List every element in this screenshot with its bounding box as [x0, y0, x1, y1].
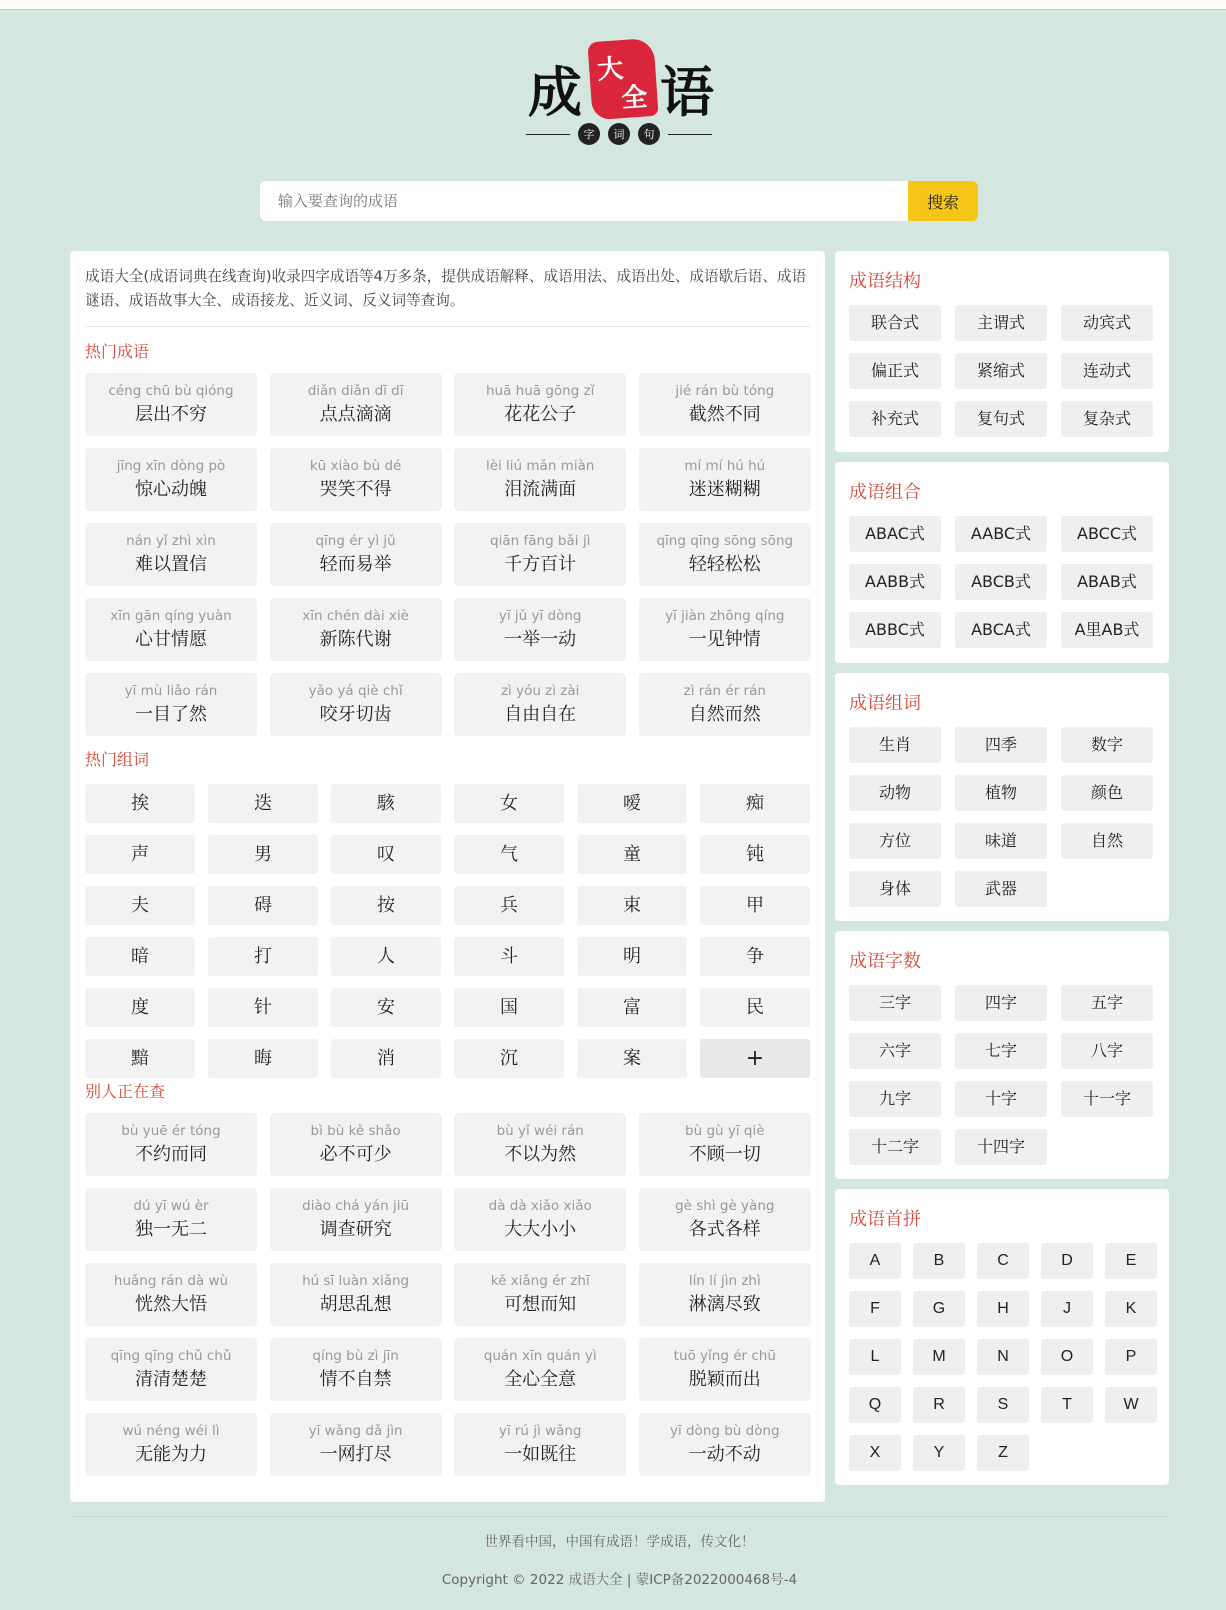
char-link[interactable]: 兵 [454, 886, 564, 925]
structure-tag[interactable]: 补充式 [849, 401, 941, 437]
idiom-pinyin: yī dòng bù dòng [669, 1423, 780, 1439]
idiom-pinyin: zì yóu zì zài [500, 683, 580, 699]
idiom-text: 咬牙切齿 [319, 704, 392, 725]
idiom-pinyin: qiān fāng bǎi jì [490, 533, 591, 549]
idiom-pinyin: diǎn diǎn dī dī [307, 383, 404, 399]
initial-tag[interactable]: D [1041, 1243, 1093, 1279]
initial-tag[interactable]: T [1041, 1387, 1093, 1423]
idiom-text: 淋漓尽致 [688, 1294, 761, 1315]
char-link[interactable]: 束 [577, 886, 687, 925]
hot-chars-title: 热门组词 [85, 750, 150, 769]
words-tag[interactable]: 自然 [1061, 823, 1153, 859]
char-link[interactable]: 甲 [700, 886, 810, 925]
char-link[interactable]: 消 [331, 1039, 441, 1078]
idiom-text: 一动不动 [688, 1444, 761, 1465]
initial-tag[interactable]: S [977, 1387, 1029, 1423]
char-link[interactable]: 钝 [700, 835, 810, 874]
structure-tags [849, 305, 1153, 437]
count-tag[interactable]: 十字 [955, 1081, 1047, 1117]
idiom-text: 一举一动 [504, 629, 577, 650]
idiom-card[interactable] [270, 448, 442, 511]
footer-slogan: 世界看中国，中国有成语！学成语，传文化！ [484, 1534, 755, 1550]
words-tag[interactable]: 味道 [955, 823, 1047, 859]
combination-tag[interactable]: ABCC式 [1061, 516, 1153, 552]
idiom-pinyin: zì rán ér rán [683, 683, 766, 699]
idiom-card[interactable] [270, 373, 442, 436]
idiom-text: 千方百计 [504, 554, 577, 575]
char-link[interactable]: 斗 [454, 937, 564, 976]
search-button[interactable]: 搜索 [908, 181, 978, 221]
idiom-card[interactable] [85, 598, 257, 661]
sidebar-words [835, 673, 1169, 921]
hot-idioms-grid [85, 373, 810, 736]
idiom-pinyin: bù yuē ér tóng [121, 1123, 221, 1139]
char-link[interactable]: 男 [208, 835, 318, 874]
sidebar-count-title: 成语字数 [849, 951, 921, 972]
char-link[interactable]: 挨 [85, 784, 195, 823]
char-link[interactable]: 富 [577, 988, 687, 1027]
combination-tag[interactable]: ABCB式 [955, 564, 1047, 600]
idiom-card[interactable] [454, 523, 626, 586]
idiom-card[interactable] [639, 598, 811, 661]
words-tag[interactable]: 动物 [849, 775, 941, 811]
structure-tag[interactable]: 复杂式 [1061, 401, 1153, 437]
words-tag[interactable]: 生肖 [849, 727, 941, 763]
initial-tag[interactable]: Y [913, 1435, 965, 1471]
initial-tag[interactable]: F [849, 1291, 901, 1327]
char-link[interactable]: 童 [577, 835, 687, 874]
idiom-pinyin: kū xiào bù dé [309, 458, 402, 474]
idiom-pinyin: bì bù kě shǎo [310, 1123, 401, 1139]
words-tags [849, 727, 1153, 907]
idiom-text: 轻而易举 [319, 554, 392, 575]
char-link[interactable]: 叹 [331, 835, 441, 874]
idiom-text: 不以为然 [504, 1144, 577, 1165]
idiom-card[interactable] [639, 673, 811, 736]
idiom-card[interactable] [454, 598, 626, 661]
idiom-text: 轻轻松松 [688, 554, 761, 575]
idiom-text: 花花公子 [504, 404, 577, 425]
idiom-card[interactable] [270, 1338, 442, 1401]
idiom-card[interactable] [454, 1113, 626, 1176]
idiom-card[interactable] [270, 598, 442, 661]
idiom-text: 一目了然 [135, 704, 207, 725]
idiom-pinyin: lèi liú mǎn miàn [485, 458, 595, 474]
idiom-card[interactable] [270, 523, 442, 586]
initial-tag[interactable]: M [913, 1339, 965, 1375]
initial-tag[interactable]: L [849, 1339, 901, 1375]
idiom-card[interactable] [639, 1413, 811, 1476]
hot-idioms-title: 热门成语 [85, 342, 150, 361]
browser-bookmark-strip [0, 0, 1226, 10]
initial-tag[interactable]: W [1105, 1387, 1157, 1423]
combination-tag[interactable]: AABB式 [849, 564, 941, 600]
initial-tag[interactable]: E [1105, 1243, 1157, 1279]
idiom-card[interactable] [270, 673, 442, 736]
combination-tag[interactable]: A里AB式 [1061, 612, 1153, 648]
initial-tag[interactable]: N [977, 1339, 1029, 1375]
idiom-pinyin: yǎo yá qiè chǐ [308, 683, 403, 699]
idiom-text: 清清楚楚 [135, 1369, 207, 1390]
structure-tag[interactable]: 主谓式 [955, 305, 1047, 341]
logo-char-right: 语 [660, 60, 714, 124]
words-tag[interactable]: 植物 [955, 775, 1047, 811]
char-link[interactable]: 针 [208, 988, 318, 1027]
combination-tag[interactable]: ABBC式 [849, 612, 941, 648]
idiom-card[interactable] [454, 1188, 626, 1251]
idiom-card[interactable] [454, 448, 626, 511]
idiom-text: 恍然大悟 [135, 1294, 207, 1315]
idiom-text: 调查研究 [319, 1219, 392, 1240]
idiom-card[interactable] [454, 1338, 626, 1401]
count-tag[interactable]: 七字 [955, 1033, 1047, 1069]
logo-rule [526, 134, 570, 135]
idiom-text: 独一无二 [135, 1219, 207, 1240]
sidebar-structure-title: 成语结构 [849, 271, 921, 292]
char-link[interactable]: 女 [454, 784, 564, 823]
char-link[interactable]: 度 [85, 988, 195, 1027]
initial-tag[interactable]: O [1041, 1339, 1093, 1375]
char-link[interactable]: 声 [85, 835, 195, 874]
sidebar-combination-title: 成语组合 [849, 482, 921, 503]
idiom-card[interactable] [639, 1113, 811, 1176]
idiom-text: 胡思乱想 [319, 1294, 392, 1315]
combination-tag[interactable]: ABCA式 [955, 612, 1047, 648]
idiom-pinyin: hú sī luàn xiǎng [302, 1273, 410, 1289]
idiom-card[interactable] [85, 1188, 257, 1251]
search-bar [260, 181, 978, 221]
idiom-text: 自由自在 [504, 704, 577, 725]
structure-tag[interactable]: 紧缩式 [955, 353, 1047, 389]
char-link[interactable]: 暗 [85, 937, 195, 976]
idiom-text: 心甘情愿 [135, 629, 207, 650]
logo-sub-char: 字 [578, 123, 600, 145]
idiom-text: 各式各样 [688, 1219, 761, 1240]
words-tag[interactable]: 方位 [849, 823, 941, 859]
idiom-text: 迷迷糊糊 [688, 479, 761, 500]
sidebar-initial-title: 成语首拼 [849, 1209, 921, 1230]
idiom-text: 全心全意 [504, 1369, 577, 1390]
others-grid [85, 1113, 810, 1476]
more-chars-button[interactable]: + [700, 1039, 810, 1078]
idiom-card[interactable] [270, 1263, 442, 1326]
char-link[interactable]: 案 [577, 1039, 687, 1078]
idiom-pinyin: wú néng wéi lì [122, 1423, 220, 1439]
idiom-text: 层出不穷 [135, 404, 207, 425]
count-tag[interactable]: 三字 [849, 985, 941, 1021]
char-link[interactable]: 晦 [208, 1039, 318, 1078]
idiom-pinyin: céng chū bù qióng [108, 383, 234, 399]
idiom-text: 惊心动魄 [135, 479, 207, 500]
char-link[interactable]: 嗳 [577, 784, 687, 823]
combination-tag[interactable]: ABAC式 [849, 516, 941, 552]
char-link[interactable]: 駭 [331, 784, 441, 823]
idiom-pinyin: bù gù yī qiè [685, 1123, 765, 1139]
idiom-text: 情不自禁 [319, 1369, 392, 1390]
sidebar-initial [835, 1189, 1169, 1485]
idiom-text: 无能为力 [135, 1444, 207, 1465]
char-link[interactable]: 打 [208, 937, 318, 976]
combination-tags [849, 516, 1153, 648]
divider [85, 326, 810, 327]
idiom-text: 必不可少 [319, 1144, 392, 1165]
char-link[interactable]: 夫 [85, 886, 195, 925]
idiom-text: 一如既往 [504, 1444, 577, 1465]
idiom-text: 新陈代谢 [319, 629, 392, 650]
initial-tag[interactable]: B [913, 1243, 965, 1279]
initial-tag[interactable]: K [1105, 1291, 1157, 1327]
idiom-card[interactable] [639, 373, 811, 436]
char-link[interactable]: 痴 [700, 784, 810, 823]
idiom-pinyin: huā huā gōng zǐ [485, 383, 595, 399]
idiom-card[interactable] [639, 1338, 811, 1401]
structure-tag[interactable]: 复句式 [955, 401, 1047, 437]
idiom-pinyin: xīn chén dài xiè [302, 608, 409, 624]
idiom-text: 点点滴滴 [319, 404, 392, 425]
idiom-pinyin: bù yǐ wéi rán [496, 1123, 584, 1139]
count-tag[interactable]: 十四字 [955, 1129, 1047, 1165]
initial-tag[interactable]: G [913, 1291, 965, 1327]
idiom-text: 哭笑不得 [319, 479, 392, 500]
idiom-card[interactable] [85, 373, 257, 436]
words-tag[interactable]: 颜色 [1061, 775, 1153, 811]
structure-tag[interactable]: 联合式 [849, 305, 941, 341]
idiom-text: 大大小小 [504, 1219, 577, 1240]
sidebar-count [835, 931, 1169, 1179]
char-link[interactable]: 人 [331, 937, 441, 976]
idiom-card[interactable] [85, 1413, 257, 1476]
idiom-card[interactable] [85, 523, 257, 586]
idiom-pinyin: nán yǐ zhì xìn [126, 533, 216, 549]
idiom-pinyin: yī jǔ yī dòng [498, 608, 582, 624]
sidebar-structure [835, 251, 1169, 452]
idiom-text: 一见钟情 [688, 629, 761, 650]
idiom-text: 不顾一切 [688, 1144, 761, 1165]
idiom-card[interactable] [85, 1263, 257, 1326]
idiom-pinyin: yī wǎng dǎ jìn [308, 1423, 403, 1439]
sidebar-words-title: 成语组词 [849, 693, 921, 714]
idiom-pinyin: lín lí jìn zhì [688, 1273, 761, 1289]
words-tag[interactable]: 四季 [955, 727, 1047, 763]
idiom-card[interactable] [639, 1188, 811, 1251]
initial-tag[interactable]: Q [849, 1387, 901, 1423]
idiom-card[interactable] [85, 673, 257, 736]
idiom-pinyin: mí mí hú hú [684, 458, 766, 474]
char-link[interactable]: 明 [577, 937, 687, 976]
count-tag[interactable]: 十一字 [1061, 1081, 1153, 1117]
idiom-pinyin: kě xiǎng ér zhī [490, 1273, 590, 1289]
idiom-pinyin: diào chá yán jiū [302, 1198, 410, 1214]
count-tag[interactable]: 六字 [849, 1033, 941, 1069]
idiom-text: 截然不同 [688, 404, 761, 425]
idiom-card[interactable] [85, 1338, 257, 1401]
structure-tag[interactable]: 动宾式 [1061, 305, 1153, 341]
char-link[interactable]: 国 [454, 988, 564, 1027]
initial-tag[interactable]: J [1041, 1291, 1093, 1327]
char-link[interactable]: 沉 [454, 1039, 564, 1078]
main-panel [70, 251, 825, 1502]
logo-char-left: 成 [528, 60, 582, 124]
footer-copyright[interactable]: Copyright © 2022 成语大全 | 蒙ICP备2022000468号-4 [441, 1572, 798, 1588]
idiom-pinyin: tuō yǐng ér chū [673, 1348, 776, 1364]
logo-stamp-char: 全 [620, 82, 649, 115]
idiom-card[interactable] [270, 1188, 442, 1251]
idiom-pinyin: huǎng rán dà wù [113, 1273, 229, 1289]
logo-stamp-char: 大 [596, 53, 625, 86]
initial-tags [849, 1243, 1157, 1471]
char-link[interactable]: 安 [331, 988, 441, 1027]
others-title: 别人正在查 [85, 1082, 166, 1101]
count-tag[interactable]: 九字 [849, 1081, 941, 1117]
idiom-text: 难以置信 [135, 554, 207, 575]
initial-tag[interactable]: R [913, 1387, 965, 1423]
count-tag[interactable]: 八字 [1061, 1033, 1153, 1069]
hot-chars-grid [85, 784, 810, 1078]
char-link[interactable]: 迭 [208, 784, 318, 823]
logo-sub-char: 词 [608, 123, 630, 145]
idiom-pinyin: yī rú jì wǎng [498, 1423, 582, 1439]
char-link[interactable]: 碍 [208, 886, 318, 925]
idiom-card[interactable] [270, 1413, 442, 1476]
char-link[interactable]: 黯 [85, 1039, 195, 1078]
initial-tag[interactable]: A [849, 1243, 901, 1279]
idiom-pinyin: gè shì gè yàng [675, 1198, 775, 1214]
site-intro: 成语大全(成语词典在线查询)收录四字成语等4万多条，提供成语解释、成语用法、成语出处、成语歇后语、成语谜语、成语故事大全、成语接龙、近义词、反义词等查询。 [85, 268, 807, 309]
char-link[interactable]: 争 [700, 937, 810, 976]
idiom-pinyin: dú yī wú èr [133, 1198, 209, 1214]
idiom-card[interactable] [454, 673, 626, 736]
idiom-pinyin: qīng qīng sōng sōng [656, 533, 794, 549]
idiom-text: 一网打尽 [319, 1444, 392, 1465]
idiom-pinyin: qīng ér yì jǔ [315, 533, 396, 549]
idiom-pinyin: xīn gān qíng yuàn [110, 608, 232, 624]
count-tag[interactable]: 四字 [955, 985, 1047, 1021]
count-tag[interactable]: 五字 [1061, 985, 1153, 1021]
initial-tag[interactable]: H [977, 1291, 1029, 1327]
structure-tag[interactable]: 连动式 [1061, 353, 1153, 389]
idiom-card[interactable] [639, 448, 811, 511]
initial-tag[interactable]: X [849, 1435, 901, 1471]
idiom-pinyin: qīng qīng chǔ chǔ [110, 1348, 232, 1364]
idiom-card[interactable] [270, 1113, 442, 1176]
logo-sub-char: 句 [638, 123, 660, 145]
words-tag[interactable]: 身体 [849, 871, 941, 907]
initial-tag[interactable]: C [977, 1243, 1029, 1279]
logo-subtitle [524, 122, 714, 146]
idiom-card[interactable] [454, 1413, 626, 1476]
words-tag[interactable]: 武器 [955, 871, 1047, 907]
initial-tag[interactable]: Z [977, 1435, 1029, 1471]
count-tag[interactable]: 十二字 [849, 1129, 941, 1165]
logo-stamp [587, 38, 658, 120]
idiom-card[interactable] [639, 1263, 811, 1326]
idiom-text: 不约而同 [135, 1144, 207, 1165]
sidebar-combination [835, 462, 1169, 663]
char-link[interactable]: 民 [700, 988, 810, 1027]
char-link[interactable]: 气 [454, 835, 564, 874]
idiom-card[interactable] [454, 373, 626, 436]
idiom-card[interactable] [85, 448, 257, 511]
combination-tag[interactable]: AABC式 [955, 516, 1047, 552]
idiom-card[interactable] [454, 1263, 626, 1326]
idiom-text: 脱颖而出 [688, 1369, 761, 1390]
idiom-pinyin: dà dà xiǎo xiǎo [488, 1198, 592, 1214]
idiom-pinyin: quán xīn quán yì [483, 1348, 597, 1364]
structure-tag[interactable]: 偏正式 [849, 353, 941, 389]
idiom-pinyin: qíng bù zì jīn [312, 1348, 399, 1364]
idiom-text: 可想而知 [504, 1294, 577, 1315]
words-tag[interactable]: 数字 [1061, 727, 1153, 763]
idiom-pinyin: jīng xīn dòng pò [116, 458, 226, 474]
idiom-text: 泪流满面 [504, 479, 577, 500]
idiom-pinyin: yī mù liǎo rán [124, 683, 218, 699]
footer-divider [70, 1516, 1169, 1517]
count-tags [849, 985, 1153, 1165]
idiom-card[interactable] [85, 1113, 257, 1176]
idiom-text: 自然而然 [688, 704, 761, 725]
initial-tag[interactable]: P [1105, 1339, 1157, 1375]
combination-tag[interactable]: ABAB式 [1061, 564, 1153, 600]
idiom-pinyin: jié rán bù tóng [675, 383, 775, 399]
logo-rule [668, 134, 712, 135]
idiom-pinyin: yī jiàn zhōng qíng [665, 608, 785, 624]
search-input[interactable] [260, 181, 908, 221]
char-link[interactable]: 按 [331, 886, 441, 925]
idiom-card[interactable] [639, 523, 811, 586]
site-logo[interactable] [524, 40, 714, 148]
